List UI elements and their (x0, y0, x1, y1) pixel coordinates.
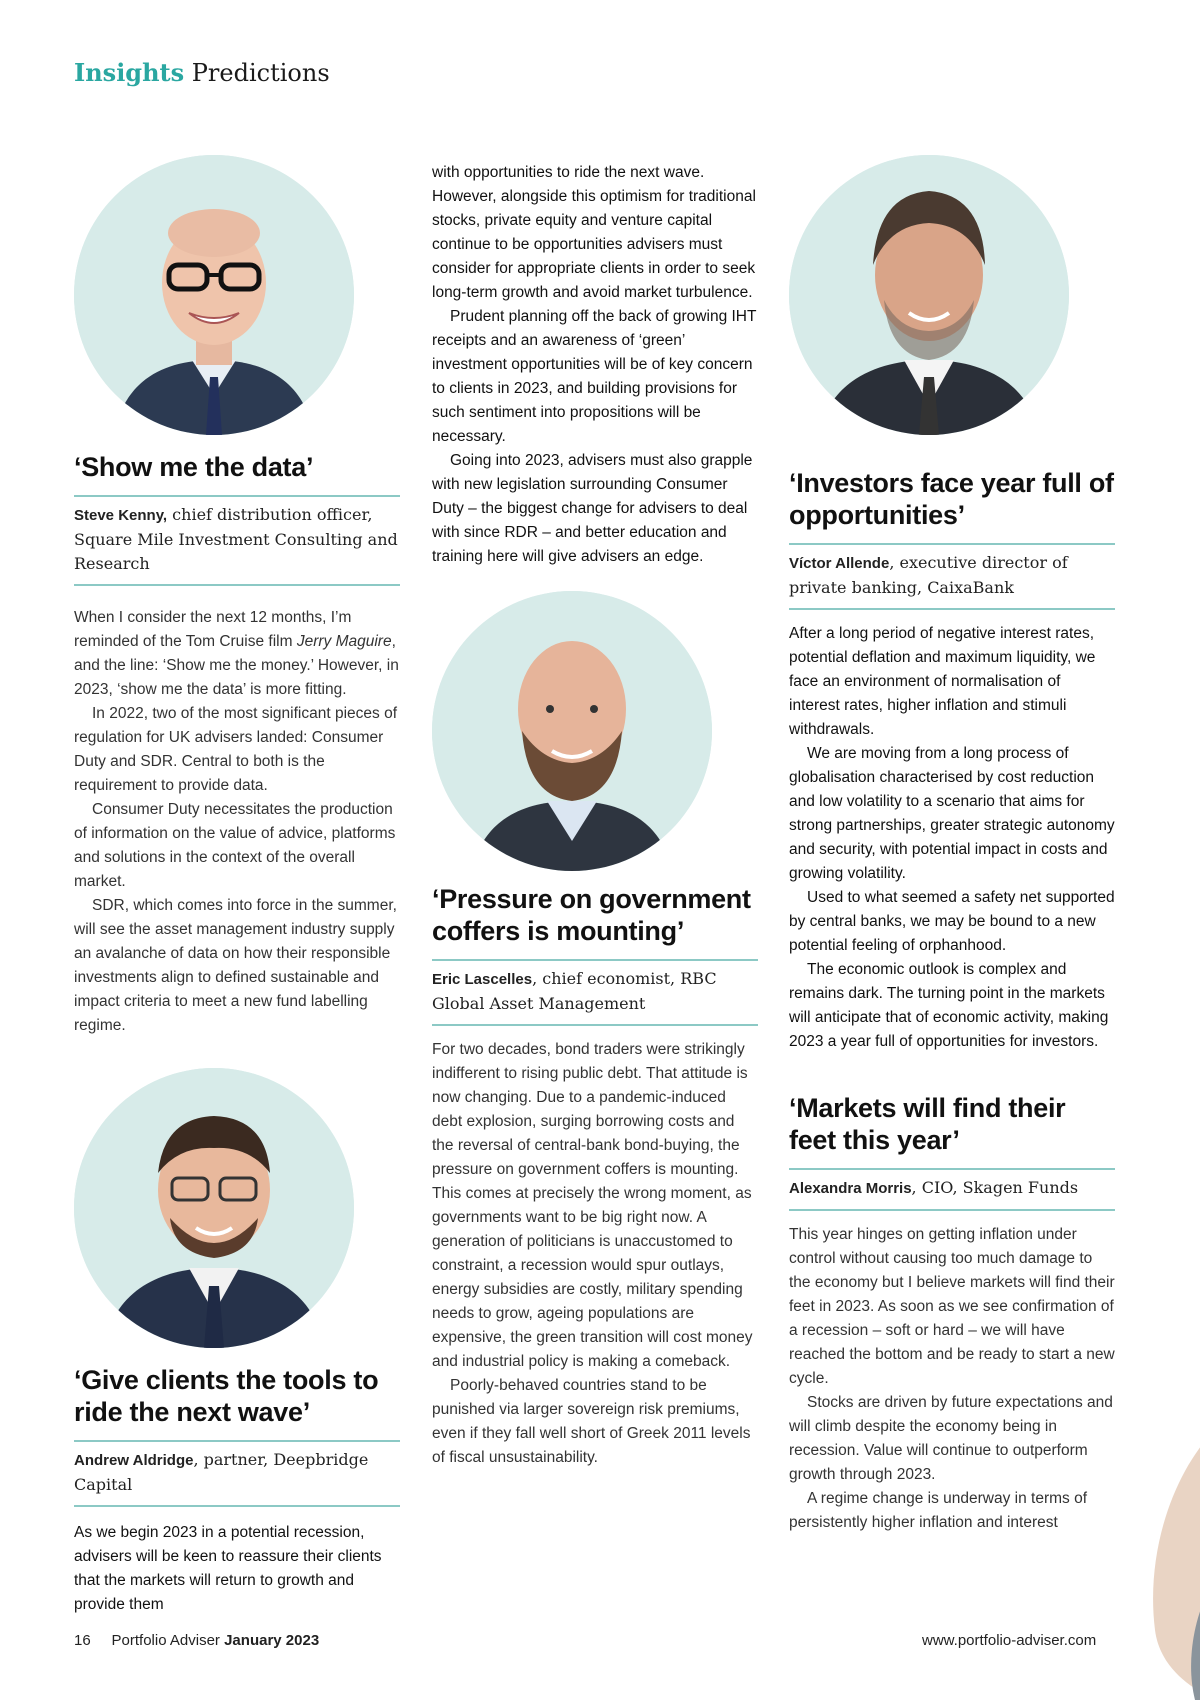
byline: Eric Lascelles, chief economist, RBC Global Asset Management (432, 969, 717, 1013)
decorative-image-edge (1115, 1430, 1200, 1700)
byline: Alexandra Morris, CIO, Skagen Funds (789, 1178, 1079, 1197)
section-label: Insights (74, 58, 185, 87)
headline-investors-face-year: ‘Investors face year full of opportunities’ (789, 468, 1114, 530)
portrait-steve-kenny (74, 155, 354, 435)
article-body: After a long period of negative interest rates, potential deflation and maximum liquidity, we face an environment of normalisation of interest rates, higher inflation and stimuli withdrawals. We are moving from a long process of globalisation characterised by cost reduction and low volatility to a scenario that aims for strong partnerships, greater strategic autonomy and security, with potential impact in costs and growing volatility. Used to what seemed a safety net supported by central banks, we may be bound to a new potential feeling of orphanhood. The economic outlook is complex and remains dark. The turning point in the markets will anticipate that of economic activity, making 2023 a year full of opportunities for investors. (789, 625, 1115, 1050)
headline-give-clients-tools: ‘Give clients the tools to ride the next wave’ (74, 1365, 379, 1427)
column-2 (432, 161, 758, 1470)
article-body-continued: with opportunities to ride the next wave. However, alongside this optimism for traditional stocks, private equity and venture capital continue to be opportunities advisers must consider for appropriate clients in order to seek long-term growth and avoid market turbulence. Prudent planning off the back of growing IHT receipts and an awareness of ‘green’ investment opportunities will be of key concern to clients in 2023, and building provisions for such sentiment into propositions will be necessary. Going into 2023, advisers must also grapple with new legislation surrounding Consumer Duty – the biggest change for advisers to deal with since RDR – and better education and training here will give advisers an edge. (432, 164, 757, 565)
footer-url[interactable]: www.portfolio-adviser.com (922, 1632, 1097, 1649)
article-body: This year hinges on getting inflation under control without causing too much damage to the economy but I believe markets will find their feet in 2023. As soon as we see confirmation of a recession – soft or hard – we will have reached the bottom and be ready to start a new cycle. Stocks are driven by future expectations and will climb despite the economy being in recession. Value will continue to outperform growth through 2023. A regime change is underway in terms of persistently higher inflation and interest (789, 1226, 1115, 1531)
column-1-lower (74, 1068, 400, 1617)
footer-left (74, 1632, 319, 1649)
headline-show-me-the-data: ‘Show me the data’ (74, 452, 314, 482)
headline-markets-will-find: ‘Markets will find their feet this year’ (789, 1093, 1066, 1155)
byline: Steve Kenny, chief distribution officer, Square Mile Investment Consulting and Research (74, 505, 398, 573)
headline-pressure-on-government: ‘Pressure on government coffers is mounting’ (432, 884, 751, 946)
article-body: As we begin 2023 in a potential recession, advisers will be keen to reassure their clients that the markets will return to growth and provide them (74, 1524, 382, 1613)
page-number: 16 (74, 1632, 91, 1649)
subsection-label: Predictions (191, 59, 330, 87)
portrait-eric-lascelles (432, 591, 712, 871)
column-3 (789, 155, 1115, 1535)
column-1 (74, 155, 400, 1038)
article-body: When I consider the next 12 months, I’m reminded of the Tom Cruise film Jerry Maguire, and the line: ‘Show me the money.’ However, in 2023, ‘show me the data’ is more fitting. In 2022, two of the most significant pieces of regulation for UK advisers landed: Consumer Duty and SDR. Central to both is the requirement to provide data. Consumer Duty necessitates the production of information on the value of advice, platforms and solutions in the context of the overall market. SDR, which comes into force in the summer, will see the asset management industry supply an avalanche of data on how their responsible investments align to defined sustainable and impact criteria to meet a new fund labelling regime. (74, 609, 399, 1034)
byline: Andrew Aldridge, partner, Deepbridge Capital (74, 1450, 369, 1494)
portrait-victor-allende (789, 155, 1069, 435)
byline: Víctor Allende, executive director of private banking, CaixaBank (789, 553, 1068, 597)
issue-date: January 2023 (224, 1632, 320, 1649)
portrait-andrew-aldridge (74, 1068, 354, 1348)
page-header (74, 58, 330, 87)
publication-name: Portfolio Adviser (111, 1632, 220, 1649)
article-body: For two decades, bond traders were strikingly indifferent to rising public debt. That attitude is now changing. Due to a pandemic-induced debt explosion, surging borrowing costs and the reversal of central-bank bond-buying, the pressure on government coffers is mounting. This comes at precisely the wrong moment, as governments want to be big right now. A generation of politicians is unaccustomed to constraint, a recession would spur outlays, energy subsidies are costly, military spending needs to grow, ageing populations are expensive, the green transition will cost money and industrial policy is making a comeback. Poorly-behaved countries stand to be punished via larger sovereign risk premiums, even if they fall well short of Greek 2011 levels of fiscal unsustainability. (432, 1041, 753, 1466)
